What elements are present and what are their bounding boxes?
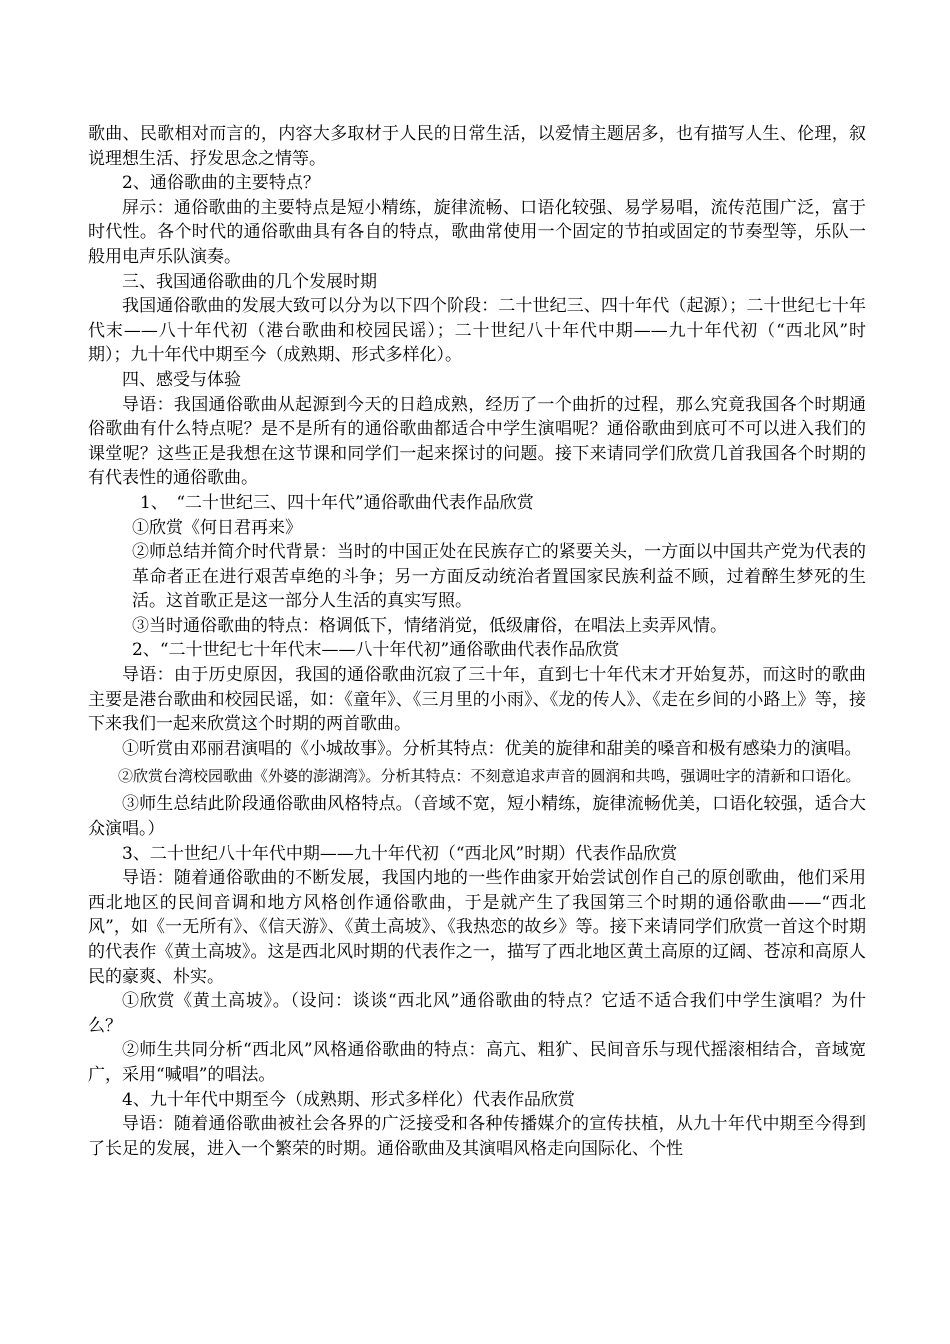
subsection-3-heading: 3、二十世纪八十年代中期——九十年代初（“西北风”时期）代表作品欣赏	[122, 843, 678, 864]
section-4-heading: 四、感受与体验	[122, 369, 241, 390]
item-3-2: ②师生共同分析“西北风”风格通俗歌曲的特点：高亢、粗犷、民间音乐与现代摇滚相结合，音域宽广，采用“喊唱”的唱法。	[88, 1040, 866, 1085]
paragraph-guide-3: 导语：随着通俗歌曲的不断发展，我国内地的一些作曲家开始尝试创作自己的原创歌曲，他们采用西北地区的民间音调和地方风格创作通俗歌曲，于是就产生了我国第三个时期的通俗歌曲——“西北风”，如《一无所有》、《信天游》、《黄土高坡》、《我热恋的故乡》等。接下来请同学们欣赏一首这个时期的代表作《黄土高坡》。这是西北风时期的代表作之一，描写了西北地区黄土高原的辽阔、苍凉和高原人民的豪爽、朴实。	[88, 868, 866, 987]
item-1-2: ②师总结并简介时代背景：当时的中国正处在民族存亡的紧要关头，一方面以中国共产党为代表的革命者正在进行艰苦卓绝的斗争；另一方面反动统治者置国家民族利益不顾，过着醉生梦死的生活。这首歌正是这一部分人生活的真实写照。	[132, 542, 866, 612]
section-3-heading: 三、我国通俗歌曲的几个发展时期	[122, 271, 377, 292]
document-page	[88, 122, 866, 1161]
item-1-3: ③当时通俗歌曲的特点：格调低下，情绪消觉，低级庸俗，在唱法上卖弄风情。	[132, 615, 727, 636]
item-2-3: ③师生总结此阶段通俗歌曲风格特点。（音域不宽，短小精练，旋律流畅优美，口语化较强，适合大众演唱。）	[88, 794, 866, 840]
item-2-1: ①听赏由邓丽君演唱的《小城故事》。分析其特点：优美的旋律和甜美的嗓音和极有感染力的演唱。	[122, 738, 862, 759]
paragraph-intro-continuation: 歌曲、民歌相对而言的，内容大多取材于人民的日常生活，以爱情主题居多，也有描写人生、伦理，叙说理想生活、抒发思念之情等。	[88, 124, 866, 169]
item-1-1: ①欣赏《何日君再来》	[132, 517, 302, 538]
question-2-heading: 2、通俗歌曲的主要特点？	[122, 173, 320, 194]
subsection-2-heading: 2、“二十世纪七十年代末——八十年代初”通俗歌曲代表作品欣赏	[132, 640, 620, 661]
item-2-2: ②欣赏台湾校园歌曲《外婆的澎湖湾》。分析其特点：不刻意追求声音的圆润和共鸣，强调吐字的清新和口语化。	[118, 767, 861, 786]
item-3-1: ①欣赏《黄土高坡》。（设问：谈谈“西北风”通俗歌曲的特点？它适不适合我们中学生演唱？为什么？	[88, 991, 866, 1036]
paragraph-guide-2: 导语：由于历史原因，我国的通俗歌曲沉寂了三十年，直到七十年代末才开始复苏，而这时的歌曲主要是港台歌曲和校园民谣，如：《童年》、《三月里的小雨》、《龙的传人》、《走在乡间的小路上》等，接下来我们一起来欣赏这个时期的两首歌曲。	[88, 665, 866, 735]
paragraph-intro-guide: 导语：我国通俗歌曲从起源到今天的日趋成熟，经历了一个曲折的过程，那么究竟我国各个时期通俗歌曲有什么特点呢？是不是所有的通俗歌曲都适合中学生演唱呢？通俗歌曲到底可不可以进入我们的课堂呢？这些正是我想在这节课和同学们一起来探讨的问题。接下来请同学们欣赏几首我国各个时期的有代表性的通俗歌曲。	[88, 394, 866, 489]
subsection-4-heading: 4、九十年代中期至今（成熟期、形式多样化）代表作品欣赏	[122, 1089, 575, 1110]
paragraph-features: 屏示：通俗歌曲的主要特点是短小精练，旋律流畅、口语化较强、易学易唱，流传范围广泛，富于时代性。各个时代的通俗歌曲具有各自的特点，歌曲常使用一个固定的节拍或固定的节奏型等，乐队一般用电声乐队演奏。	[88, 197, 866, 267]
paragraph-guide-4: 导语：随着通俗歌曲被社会各界的广泛接受和各种传播媒介的宣传扶植，从九十年代中期至今得到了长足的发展，进入一个繁荣的时期。通俗歌曲及其演唱风格走向国际化、个性	[88, 1114, 866, 1159]
subsection-1-heading: 1、 “二十世纪三、四十年代”通俗歌曲代表作品欣赏	[140, 492, 534, 513]
paragraph-development-stages: 我国通俗歌曲的发展大致可以分为以下四个阶段：二十世纪三、四十年代（起源）；二十世纪七十年代末——八十年代初（港台歌曲和校园民谣）；二十世纪八十年代中期——九十年代初（“西北风”时期）；九十年代中期至今（成熟期、形式多样化）。	[88, 296, 866, 366]
